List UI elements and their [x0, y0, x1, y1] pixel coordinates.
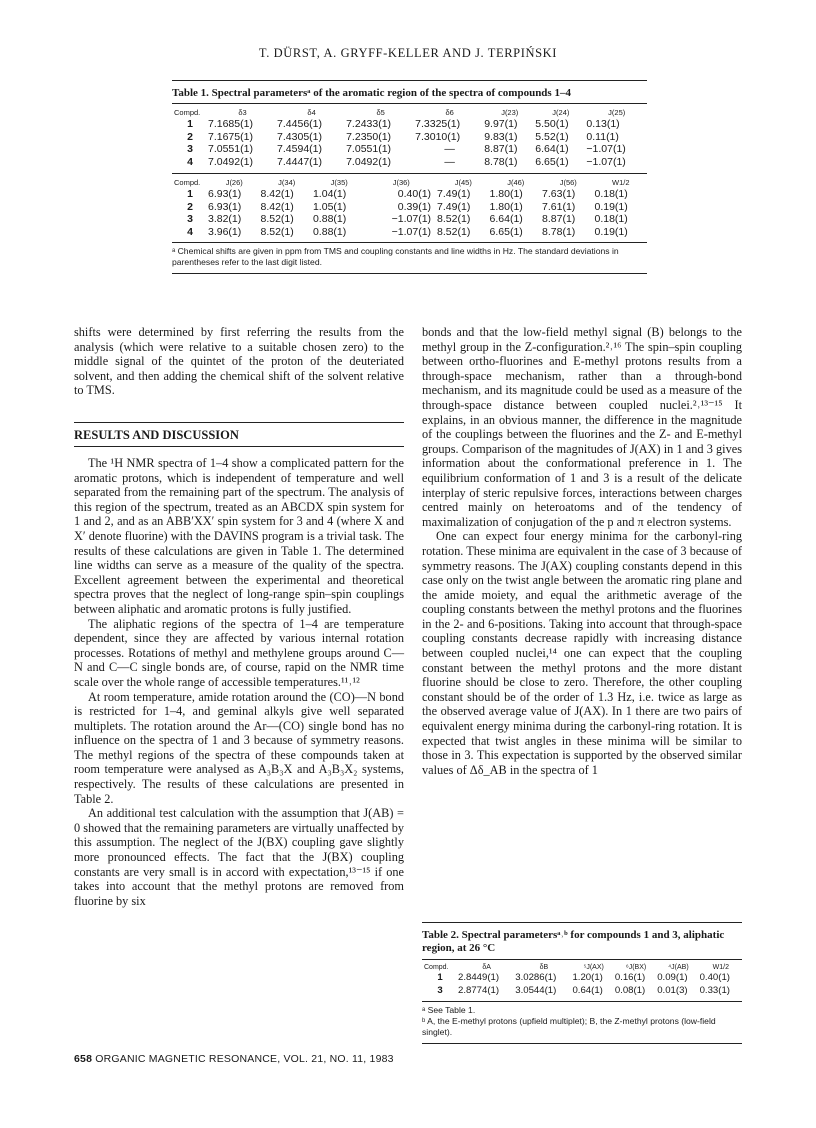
- table-header-cell: J(25): [608, 108, 626, 117]
- table-header-cell: Compd.: [174, 178, 201, 187]
- table-cell: 7.61(1): [542, 200, 576, 213]
- table-header-cell: ⁵J(AX): [583, 964, 604, 971]
- table-cell: 6.65(1): [535, 155, 569, 168]
- table-header-cell: J(24): [552, 108, 570, 117]
- table-cell: 1: [187, 188, 193, 200]
- table-cell: 7.4305(1): [277, 130, 322, 143]
- table-cell: −1.07(1): [586, 143, 626, 155]
- table-cell: 0.33(1): [699, 984, 730, 996]
- table-cell: 3: [187, 143, 193, 155]
- running-head: T. DÜRST, A. GRYFF-KELLER AND J. TERPIŃSKI: [258, 46, 558, 60]
- table-header-cell: δ4: [307, 108, 316, 117]
- section-heading: RESULTS AND DISCUSSION: [74, 422, 404, 443]
- table-cell: 8.52(1): [260, 225, 294, 238]
- table-cell: 1.04(1): [312, 188, 347, 200]
- table-cell: 0.19(1): [594, 225, 628, 238]
- table-cell: 0.16(1): [614, 972, 646, 983]
- table-1: [172, 80, 647, 274]
- table-header-cell: δA: [482, 964, 491, 971]
- table-cell: 1.20(1): [572, 972, 603, 983]
- table-2-grid: [422, 960, 742, 997]
- page-number: 658: [74, 1053, 93, 1065]
- table-1-part-2: [172, 174, 647, 238]
- table-header-cell: Compd.: [424, 964, 449, 971]
- table-cell: −1.07(1): [586, 155, 626, 168]
- table-header-cell: W1/2: [611, 178, 630, 187]
- table-cell: 5.50(1): [535, 118, 569, 130]
- table-cell: 2: [187, 200, 193, 213]
- table-cell: 0.88(1): [312, 213, 347, 225]
- table-row: [172, 156, 647, 169]
- paragraph: The aliphatic regions of the spectra of 1–4 are temperature dependent, since they are affected by various internal rotation processes. Rotations of methyl and methylene groups around C—N and C—C single bonds are, of course, rapid on the NMR time scale over the whole range of accessible temperatures.¹¹˒¹²: [74, 616, 404, 689]
- table-header-cell: J(23): [501, 108, 519, 117]
- table-cell: 0.64(1): [572, 984, 603, 996]
- table-cell: 2.8449(1): [458, 972, 500, 983]
- left-column-intro: [74, 325, 404, 398]
- table-cell: 1: [187, 118, 193, 130]
- table-row: [172, 213, 647, 226]
- table-cell: 7.0492(1): [208, 155, 253, 168]
- paragraph: At room temperature, amide rotation around the (CO)—N bond is restricted for 1–4, and geminal alkyls give well separated multiplets. The rotation around the Ar—(CO) single bond has no influence on the spectra of 1 and 3 because of symmetry reasons. The methyl regions of the spectra of these compounds taken at room temperature were analysed as A₃B₃X and A₃B₃X₂ systems, respectively. The results of these calculations are presented in Table 2.: [74, 689, 404, 806]
- table-cell: 7.49(1): [437, 188, 471, 200]
- table-cell: 0.01(3): [657, 984, 688, 996]
- table-cell: 2.8774(1): [458, 984, 500, 996]
- table-cell: 3.82(1): [208, 213, 242, 225]
- table-cell: 7.63(1): [542, 188, 576, 200]
- table-2-footnote-a: ᵃ See Table 1.: [422, 1005, 476, 1015]
- table-header-cell: ⁴J(AB): [668, 964, 689, 971]
- table-cell: 0.19(1): [594, 200, 628, 213]
- table-cell: 0.08(1): [614, 984, 646, 996]
- table-cell: 8.52(1): [437, 225, 471, 238]
- table-cell: 8.42(1): [260, 188, 294, 200]
- table-cell: 7.49(1): [437, 200, 471, 213]
- table-header-cell: J(45): [454, 178, 472, 187]
- table-cell: 2: [187, 130, 193, 143]
- paragraph: shifts were determined by first referring the results from the analysis (which were relative to a suitable chosen zero) to the middle signal of the quintet of the proton of the deuteriated solvent, and then adding the chemical shift of the solvent relative to TMS.: [74, 325, 404, 398]
- table-cell: 7.2350(1): [346, 130, 392, 143]
- table-cell: 4: [187, 155, 193, 168]
- table-header-cell: J(36): [392, 178, 410, 187]
- table-cell: 8.52(1): [260, 213, 294, 225]
- table-row: [172, 201, 647, 214]
- table-cell: 7.3325(1): [415, 118, 461, 130]
- table-cell: 7.1685(1): [208, 118, 253, 130]
- table-cell: 8.78(1): [542, 225, 576, 238]
- table-1-footnote: ᵃ Chemical shifts are given in ppm from TMS and coupling constants and line widths in Hz. The standard deviations in parentheses refer to the last digit listed.: [172, 242, 647, 273]
- table-cell: 0.40(1): [699, 972, 730, 983]
- table-cell: 7.1675(1): [208, 130, 253, 143]
- table-header-cell: δ3: [238, 108, 247, 117]
- right-column-body: [422, 325, 742, 777]
- table-1-part-1: [172, 104, 647, 168]
- table-header-cell: δ6: [445, 108, 454, 117]
- paragraph: An additional test calculation with the assumption that J(AB) = 0 showed that the remaining parameters are virtually unaffected by this assumption. The neglect of the J(BX) coupling gave slightly more pronounced effects. The fact that the J(BX) coupling constants are very small is in accord with expectation,¹³⁻¹⁵ if one takes into account that the methyl protons are removed from fluorine by six: [74, 806, 404, 908]
- table-cell: 7.4456(1): [277, 118, 322, 130]
- table-cell: 7.4447(1): [277, 155, 322, 168]
- table-cell: 9.83(1): [484, 130, 518, 143]
- table-header-cell: W1/2: [712, 964, 729, 971]
- table-cell: 4: [187, 225, 193, 238]
- table-1-caption: Table 1. Spectral parametersᵃ of the aromatic region of the spectra of compounds 1–4: [172, 81, 647, 104]
- table-cell: 8.42(1): [260, 200, 294, 213]
- table-cell: 8.87(1): [542, 213, 576, 225]
- table-cell: 8.52(1): [437, 213, 471, 225]
- page-footer: [74, 1053, 394, 1065]
- table-cell: 0.39(1): [397, 200, 432, 213]
- table-row: [172, 188, 647, 201]
- table-cell: 6.93(1): [208, 200, 242, 213]
- table-row: [172, 131, 647, 144]
- table-cell: 7.3010(1): [415, 130, 461, 143]
- table-cell: 0.11(1): [586, 130, 619, 143]
- table-header-cell: δB: [539, 964, 549, 971]
- table-cell: 0.09(1): [657, 972, 688, 983]
- table-cell: 3.96(1): [208, 225, 242, 238]
- table-cell: 7.2433(1): [346, 118, 392, 130]
- table-cell: 1.80(1): [489, 200, 523, 213]
- table-cell: —: [444, 155, 455, 168]
- table-cell: 0.13(1): [586, 118, 620, 130]
- table-header-cell: J(56): [559, 178, 577, 187]
- table-header-cell: δ5: [376, 108, 385, 117]
- table-cell: —: [444, 143, 455, 155]
- table-2-footnote-b: ᵇ A, the E-methyl protons (upfield multiplet); B, the Z-methyl protons (low-field singlet).: [422, 1016, 716, 1037]
- table-cell: 8.87(1): [484, 143, 518, 155]
- table-cell: 3.0544(1): [515, 984, 557, 996]
- table-header-cell: ⁶J(BX): [625, 964, 647, 971]
- table-cell: 6.65(1): [489, 225, 523, 238]
- table-cell: 0.18(1): [594, 213, 628, 225]
- table-2-footnotes: [422, 1001, 742, 1043]
- paragraph: The ¹H NMR spectra of 1–4 show a complicated pattern for the aromatic protons, which is independent of temperature and well separated from the remaining part of the spectrum. The analysis of this region of the spectrum, treated as an ABCDX spin system for 1 and 2, and as an ABB′XX′ spin system for 3 and 4 (where X and X′ denote fluorine) with the DAVINS program is a trivial task. The results of these calculations are given in Table 1. The determined line widths can serve as a measure of the quality of the spectra. Excellent agreement between the experimental and theoretical spectra proves that the neglect of long-range spin–spin couplings between aliphatic and aromatic protons is fully justified.: [74, 456, 404, 616]
- table-cell: 7.0551(1): [346, 143, 392, 155]
- table-cell: 1: [437, 972, 443, 983]
- table-cell: 1.05(1): [312, 200, 347, 213]
- table-cell: 3: [187, 213, 193, 225]
- table-cell: 7.4594(1): [277, 143, 322, 155]
- table-cell: 6.93(1): [208, 188, 242, 200]
- table-header-cell: J(35): [330, 178, 348, 187]
- table-row: [422, 972, 742, 985]
- table-2-caption: Table 2. Spectral parametersᵃ˒ᵇ for compounds 1 and 3, aliphatic region, at 26 °C: [422, 923, 742, 960]
- table-cell: 9.97(1): [484, 118, 518, 130]
- table-cell: 6.64(1): [489, 213, 523, 225]
- table-cell: 1.80(1): [489, 188, 523, 200]
- table-header-row: [422, 960, 742, 972]
- table-row: [172, 226, 647, 239]
- left-column-body: [74, 456, 404, 908]
- table-cell: 0.88(1): [312, 225, 347, 238]
- table-row: [172, 118, 647, 131]
- table-header-cell: J(26): [225, 178, 243, 187]
- table-row: [422, 985, 742, 998]
- table-cell: 7.0492(1): [346, 155, 392, 168]
- section-rule: [74, 446, 404, 447]
- paragraph: One can expect four energy minima for the carbonyl-ring rotation. These minima are equivalent in the case of 3 because of symmetry reasons. The J(AX) coupling constants depend in this case only on the twist angle between the aromatic ring plane and the amide moiety, and equal the arithmetic average of the coupling constants between the methyl protons and the fluorines in the 2- and 6-positions. Taking into account that through-space coupling constants decrease rapidly with increasing distance between coupled nuclei,¹⁴ one can expect that the coupling constant between the methyl protons and the more distant fluorine should be close to zero. Therefore, the other coupling constant should be of the order of 1.3 Hz, i.e. twice as large as the observed average value of J(AX). In 1 there are two pairs of equivalent energy minima during the carbonyl-ring rotation. It is expected that twist angles in these minima will be similar to those in 3. This expectation is supported by the observed similar values of Δδ_AB in the spectra of 1: [422, 529, 742, 777]
- table-cell: 3: [437, 984, 443, 996]
- table-cell: −1.07(1): [391, 213, 432, 225]
- table-cell: 5.52(1): [535, 130, 569, 143]
- table-cell: 6.64(1): [535, 143, 569, 155]
- table-cell: 8.78(1): [484, 155, 518, 168]
- table-header-cell: J(34): [278, 178, 296, 187]
- table-header-row: [172, 174, 647, 188]
- table-header-cell: J(46): [507, 178, 525, 187]
- table-cell: 3.0286(1): [515, 972, 557, 983]
- table-cell: 0.18(1): [594, 188, 628, 200]
- table-cell: 7.0551(1): [208, 143, 253, 155]
- table-row: [172, 143, 647, 156]
- paragraph: bonds and that the low-field methyl signal (B) belongs to the methyl group in the Z-configuration.²˒¹⁶ The spin–spin coupling between ortho-fluorines and E-methyl protons results from a through-space mechanism, rather than a through-bond mechanism, and its magnitude could be used as a measure of the through-space distance between coupled nuclei.²˒¹³⁻¹⁵ It explains, in an obvious manner, the difference in the magnitude of the couplings between the fluorines and the Z- and E-methyl groups. Comparison of the magnitudes of J(AX) in 1 and 3 gives information about the conformational preference in 1. The equilibrium conformation of 1 and 3 is a result of the delicate interplay of steric repulsive forces, interactions between charges centred mainly on heteroatoms and of the tendency of maximalization of conjugation of the p and π electron systems.: [422, 325, 742, 529]
- table-cell: 0.40(1): [397, 188, 432, 200]
- table-header-row: [172, 104, 647, 118]
- table-header-cell: Compd.: [174, 108, 201, 117]
- journal-citation: ORGANIC MAGNETIC RESONANCE, VOL. 21, NO. 11, 1983: [95, 1053, 394, 1065]
- table-2: [422, 922, 742, 1044]
- table-cell: −1.07(1): [391, 225, 432, 238]
